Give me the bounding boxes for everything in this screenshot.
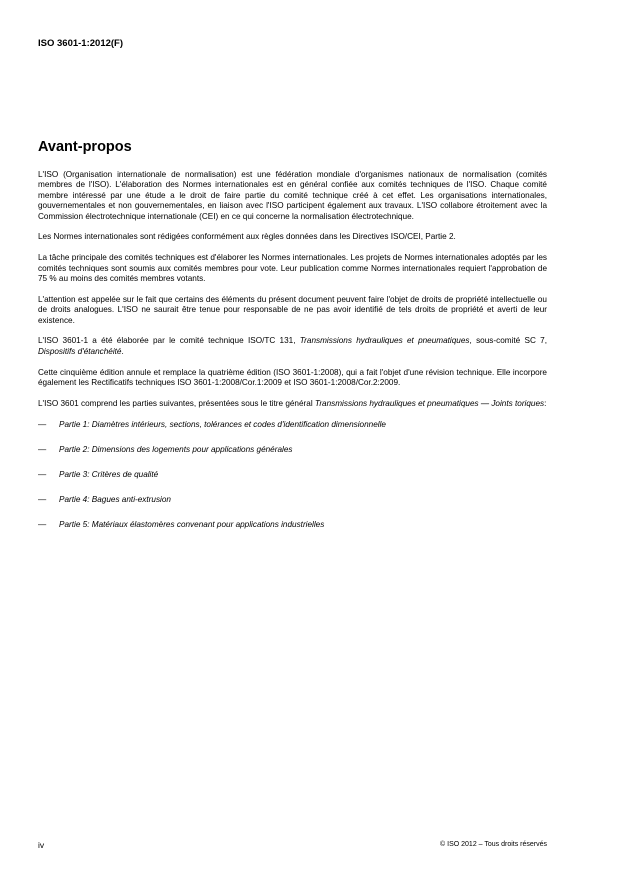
prepared-by-text-e: . bbox=[121, 346, 124, 356]
list-item bbox=[38, 520, 547, 530]
list-dash: — bbox=[38, 444, 47, 454]
list-item-text: Partie 2: Dimensions des logements pour applications générales bbox=[59, 444, 293, 454]
list-dash: — bbox=[38, 469, 47, 479]
list-item-text: Partie 1: Diamètres intérieurs, sections, tolérances et codes d'identification dimensionnelle bbox=[59, 419, 386, 429]
list-dash: — bbox=[38, 419, 47, 429]
parts-intro-text-a: L'ISO 3601 comprend les parties suivantes, présentées sous le titre général bbox=[38, 398, 315, 408]
document-id-header: ISO 3601-1:2012(F) bbox=[38, 38, 124, 49]
prepared-by-text-c: , sous-comité SC 7, bbox=[469, 336, 547, 346]
list-item bbox=[38, 420, 547, 430]
paragraph-edition: Cette cinquième édition annule et remplace la quatrième édition (ISO 3601-1:2008), qui a fait l'objet d'une révision technique. Elle incorpore également les Rectificatifs techniques ISO 3601-1:2008/Cor.1:2009 et ISO 3601-1:2008/Cor.2:2009. bbox=[38, 367, 547, 388]
list-dash: — bbox=[38, 494, 47, 504]
foreword-body bbox=[38, 170, 547, 545]
list-dash: — bbox=[38, 519, 47, 529]
copyright-notice: © ISO 2012 – Tous droits réservés bbox=[440, 841, 547, 848]
paragraph-prepared-by bbox=[38, 336, 547, 357]
prepared-by-subcommittee-title: Dispositifs d'étanchéité bbox=[38, 346, 122, 356]
list-item bbox=[38, 470, 547, 480]
parts-list bbox=[38, 420, 547, 530]
parts-general-title: Transmissions hydrauliques et pneumatiques — Joints toriques bbox=[314, 398, 545, 408]
paragraph-technical-committees: La tâche principale des comités techniques est d'élaborer les Normes internationales. Les projets de Normes internationales adoptés par les comités techniques sont soumis aux comités membres pour vote. Leur publication comme Normes internationales requiert l'approbation de 75 % au moins des comités membres votants. bbox=[38, 253, 547, 284]
paragraph-directives: Les Normes internationales sont rédigées conformément aux règles données dans les Directives ISO/CEI, Partie 2. bbox=[38, 232, 456, 242]
list-item-text: Partie 4: Bagues anti-extrusion bbox=[59, 494, 171, 504]
prepared-by-committee-title: Transmissions hydrauliques et pneumatiques bbox=[299, 336, 470, 346]
paragraph-parts-intro bbox=[38, 399, 547, 409]
list-item bbox=[38, 445, 547, 455]
paragraph-patent-rights: L'attention est appelée sur le fait que certains des éléments du présent document peuvent faire l'objet de droits de propriété intellectuelle ou de droits analogues. L'ISO ne saurait être tenue pour responsable de ne pas avoir identifié de tels droits de propriété et averti de leur existence. bbox=[38, 294, 547, 325]
prepared-by-text-a: L'ISO 3601-1 a été élaborée par le comité technique ISO/TC 131, bbox=[38, 336, 300, 346]
page-title: Avant-propos bbox=[38, 139, 132, 155]
list-item-text: Partie 5: Matériaux élastomères convenant pour applications industrielles bbox=[59, 519, 325, 529]
list-item bbox=[38, 495, 547, 505]
list-item-text: Partie 3: Critères de qualité bbox=[59, 469, 159, 479]
page-number: iv bbox=[38, 840, 45, 850]
parts-intro-text-c: : bbox=[544, 398, 547, 408]
paragraph-iso-organisation: L'ISO (Organisation internationale de normalisation) est une fédération mondiale d'organismes nationaux de normalisation (comités membres de l'ISO). L'élaboration des Normes internationales est en général confiée aux comités techniques de l'ISO. Chaque comité membre intéressé par une étude a le droit de faire partie du comité technique créé à cet effet. Les organisations internationales, gouvernementales et non gouvernementales, en liaison avec l'ISO participent également aux travaux. L'ISO collabore étroitement avec la Commission électrotechnique internationale (CEI) en ce qui concerne la normalisation électrotechnique. bbox=[38, 170, 547, 221]
